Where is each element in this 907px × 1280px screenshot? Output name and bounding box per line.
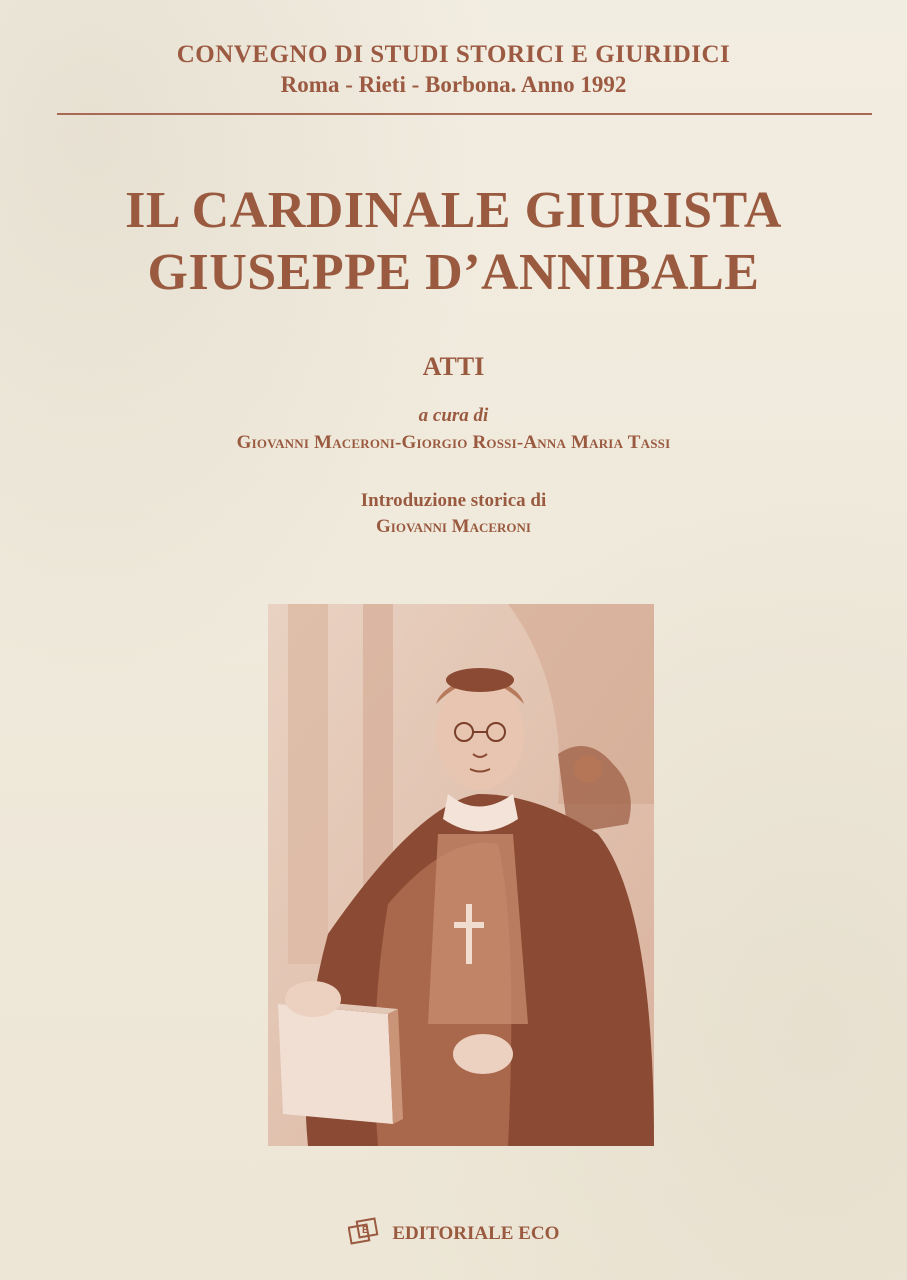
svg-text:E: E: [361, 1225, 369, 1236]
series-title: CONVEGNO DI STUDI STORICI E GIURIDICI: [176, 41, 731, 68]
cover-header: [0, 40, 907, 100]
curators-label: a cura di: [418, 405, 489, 426]
introduction-label: Introduzione storica di: [360, 490, 547, 511]
book-title: [0, 180, 907, 304]
cardinal-portrait: [268, 604, 654, 1146]
volume-type: ATTI: [422, 352, 485, 381]
portrait-illustration: [268, 604, 654, 1146]
publisher: [0, 1216, 907, 1252]
introduction-author: Giovanni Maceroni: [376, 516, 531, 537]
book-title-line-1: IL CARDINALE GIURISTA: [125, 182, 782, 239]
book-title-line-2: GIUSEPPE D’ANNIBALE: [147, 244, 760, 301]
curators-names: Giovanni Maceroni-Giorgio Rossi-Anna Maria Tassi: [236, 432, 671, 453]
series-subtitle: Roma - Rieti - Borbona. Anno 1992: [280, 72, 627, 97]
header-divider: [57, 113, 872, 115]
publisher-name: EDITORIALE ECO: [392, 1223, 560, 1244]
eco-logo-icon: [348, 1216, 382, 1252]
